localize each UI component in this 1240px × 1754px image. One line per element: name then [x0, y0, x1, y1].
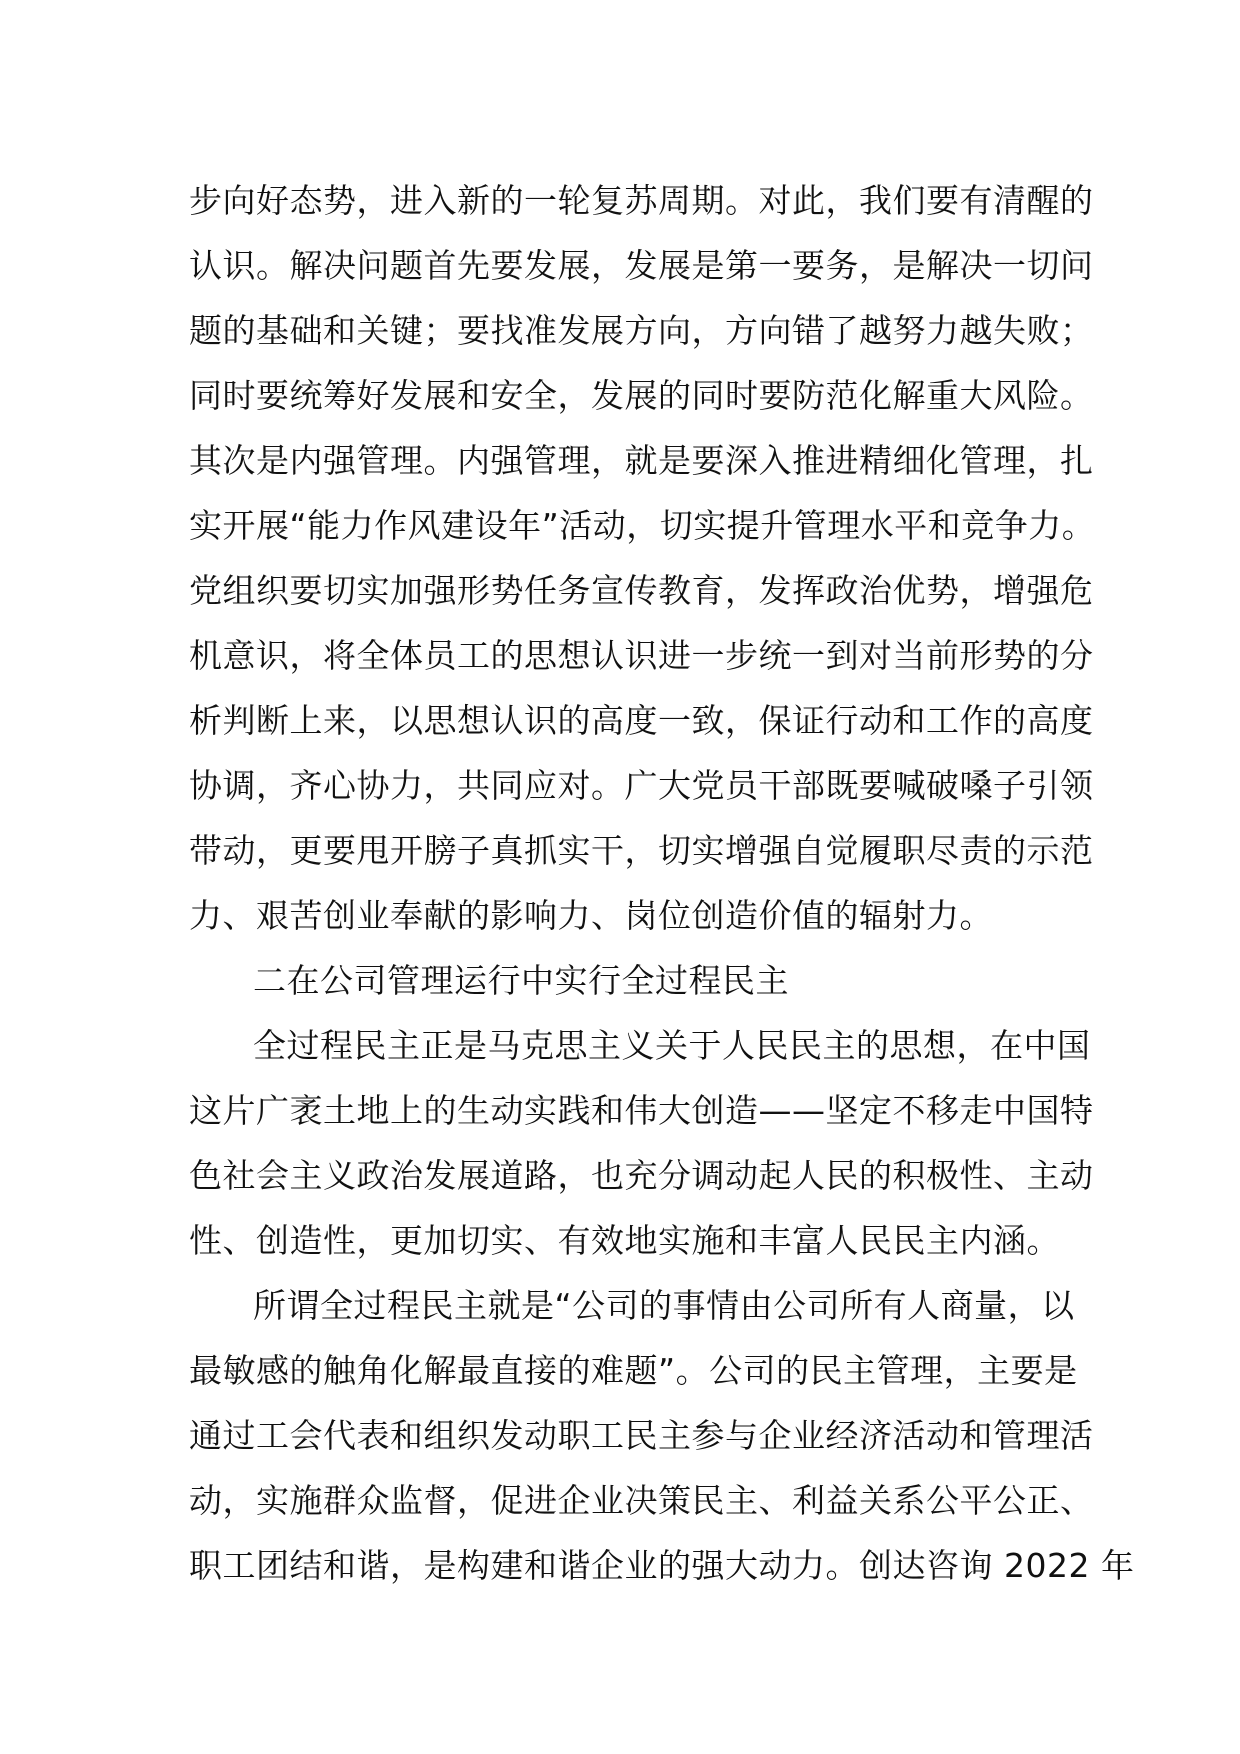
text-line: 带动，更要甩开膀子真抓实干，切实增强自觉履职尽责的示范 — [189, 831, 1094, 870]
text-line: 色社会主义政治发展道路，也充分调动起人民的积极性、主动 — [189, 1156, 1094, 1195]
text-line: 最敏感的触角化解最直接的难题”。公司的民主管理，主要是 — [189, 1351, 1078, 1390]
text-line: 通过工会代表和组织发动职工民主参与企业经济活动和管理活 — [189, 1416, 1094, 1455]
paragraph-start-line: 所谓全过程民主就是“公司的事情由公司所有人商量，以 — [253, 1286, 1075, 1325]
text-line: 实开展“能力作风建设年”活动，切实提升管理水平和竞争力。 — [189, 506, 1096, 545]
text-line: 性、创造性，更加切实、有效地实施和丰富人民民主内涵。 — [189, 1221, 1060, 1260]
section-heading: 二在公司管理运行中实行全过程民主 — [253, 961, 789, 1000]
text-line: 动，实施群众监督，促进企业决策民主、利益关系公平公正、 — [189, 1481, 1094, 1520]
text-line: 其次是内强管理。内强管理，就是要深入推进精细化管理，扎 — [189, 441, 1094, 480]
text-line: 党组织要切实加强形势任务宣传教育，发挥政治优势，增强危 — [189, 571, 1094, 610]
text-line: 题的基础和关键；要找准发展方向，方向错了越努力越失败； — [189, 311, 1094, 350]
text-line: 同时要统筹好发展和安全，发展的同时要防范化解重大风险。 — [189, 376, 1094, 415]
text-line: 协调，齐心协力，共同应对。广大党员干部既要喊破嗓子引领 — [189, 766, 1094, 805]
paragraph-start-line: 全过程民主正是马克思主义关于人民民主的思想，在中国 — [253, 1026, 1091, 1065]
text-line: 职工团结和谐，是构建和谐企业的强大动力。创达咨询 2022 年 — [189, 1546, 1135, 1585]
text-line: 力、艰苦创业奉献的影响力、岗位创造价值的辐射力。 — [189, 896, 993, 935]
text-line: 认识。解决问题首先要发展，发展是第一要务，是解决一切问 — [189, 246, 1094, 285]
text-line: 析判断上来，以思想认识的高度一致，保证行动和工作的高度 — [189, 701, 1094, 740]
body-text — [189, 168, 1135, 1598]
text-line: 步向好态势，进入新的一轮复苏周期。对此，我们要有清醒的 — [189, 181, 1094, 220]
text-line: 这片广袤土地上的生动实践和伟大创造——坚定不移走中国特 — [189, 1091, 1094, 1130]
text-line: 机意识，将全体员工的思想认识进一步统一到对当前形势的分 — [189, 636, 1094, 675]
